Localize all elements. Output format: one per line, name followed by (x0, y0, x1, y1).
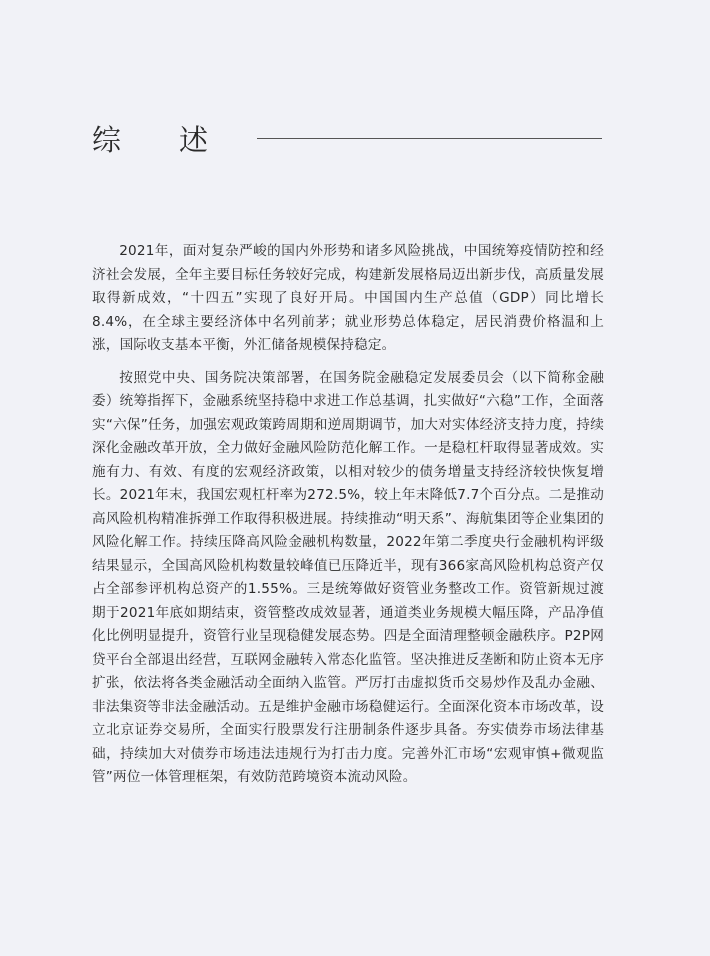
chapter-body (92, 240, 604, 799)
chapter-heading (92, 118, 604, 162)
paragraph-financial-risk-work: 按照党中央、国务院决策部署，在国务院金融稳定发展委员会（以下简称金融委）统筹指挥下，金融系统坚持稳中求进工作总基调，扎实做好“六稳”工作，全面落实“六保”任务，加强宏观政策跨周期和逆周期调节，加大对实体经济支持力度，持续深化金融改革开放，全力做好金融风险防范化解工作。一是稳杠杆取得显著成效。实施有力、有效、有度的宏观经济政策，以相对较少的债务增量支持经济较快恢复增长。2021年末，我国宏观杠杆率为272.5%，较上年末降低7.7个百分点。二是推动高风险机构精准拆弹工作取得积极进展。持续推动“明天系”、海航集团等企业集团的风险化解工作。持续压降高风险金融机构数量，2022年第二季度央行金融机构评级结果显示，全国高风险机构数量较峰值已压降近半，现有366家高风险机构总资产仅占全部参评机构总资产的1.55%。三是统筹做好资管业务整改工作。资管新规过渡期于2021年底如期结束，资管整改成效显著，通道类业务规模大幅压降，产品净值化比例明显提升，资管行业呈现稳健发展态势。四是全面清理整顿金融秩序。P2P网贷平台全部退出经营，互联网金融转入常态化监管。坚决推进反垄断和防止资本无序扩张，依法将各类金融活动全面纳入监管。严厉打击虚拟货币交易炒作及乱办金融、非法集资等非法金融活动。五是维护金融市场稳健运行。全面深化资本市场改革，设立北京证券交易所，全面实行股票发行注册制条件逐步具备。夯实债券市场法律基础，持续加大对债券市场违法违规行为打击力度。完善外汇市场“宏观审慎+微观监管”两位一体管理框架，有效防范跨境资本流动风险。 (92, 369, 604, 785)
chapter-title: 综述 (92, 123, 267, 157)
paragraph-economic-overview: 2021年，面对复杂严峻的国内外形势和诸多风险挑战，中国统筹疫情防控和经济社会发展，全年主要目标任务较好完成，构建新发展格局迈出新步伐，高质量发展取得新成效，“十四五”实现了良好开局。中国国内生产总值（GDP）同比增长8.4%，在全球主要经济体中名列前茅；就业形势总体稳定，居民消费价格温和上涨，国际收支基本平衡，外汇储备规模保持稳定。 (92, 243, 604, 353)
title-divider-line (257, 138, 602, 139)
